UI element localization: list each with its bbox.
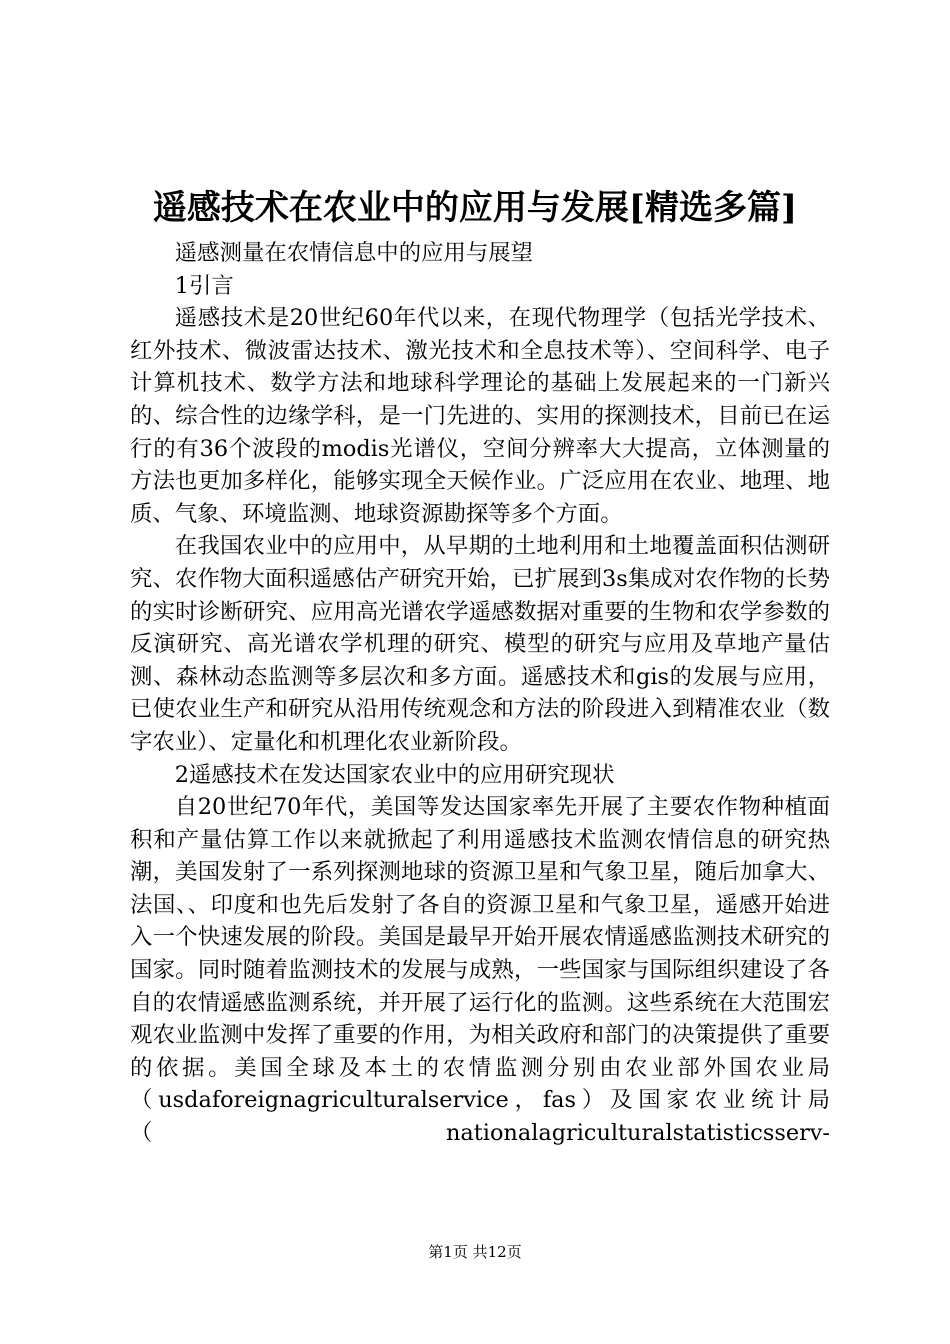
section-heading-intro: 1引言 <box>174 272 234 299</box>
subtitle: 遥感测量在农情信息中的应用与展望 <box>174 240 534 266</box>
page-footer: 第1页 共12页 <box>428 1243 522 1261</box>
paragraph-china-applications: 在我国农业中的应用中，从早期的土地利用和土地覆盖面积估测研究、农作物大面积遥感估产研究开始，已扩展到3s集成对农作物的长势的实时诊断研究、应用高光谱农学遥感数据对重要的生物和农学参数的反演研究、高光谱农学机理的研究、模型的研究与应用及草地产量估测、森林动态监测等多层次和多方面。遥感技术和gis的发展与应用，已使农业生产和研究从沿用传统观念和方法的阶段进入到精准农业（数字农业）、定量化和机理化农业新阶段。 <box>130 533 830 755</box>
paragraph-developed-countries: 自20世纪70年代，美国等发达国家率先开展了主要农作物种植面积和产量估算工作以来就掀起了利用遥感技术监测农情信息的研究热潮，美国发射了一系列探测地球的资源卫星和气象卫星，随后加拿大、法国、、印度和也先后发射了各自的资源卫星和气象卫星，遥感开始进入一个快速发展的阶段。美国是最早开始开展农情遥感监测技术研究的国家。同时随着监测技术的发展与成熟，一些国家与国际组织建设了各自的农情遥感监测系统，并开展了运行化的监测。这些系统在大范围宏观农业监测中发挥了重要的作用，为相关政府和部门的决策提供了重要的依据。美国全球及本土的农情监测分别由农业部外国农业局（usdaforeignagriculturalservice，fas）及国家农业统计局（nationalagriculturalstatisticsserv- <box>130 794 830 1147</box>
document-body <box>130 237 830 1150</box>
document-title: 遥感技术在农业中的应用与发展[精选多篇] <box>152 188 798 228</box>
paragraph-intro: 遥感技术是20世纪60年代以来，在现代物理学（包括光学技术、红外技术、微波雷达技术、激光技术和全息技术等）、空间科学、电子计算机技术、数学方法和地球科学理论的基础上发展起来的一门新兴的、综合性的边缘学科，是一门先进的、实用的探测技术，目前已在运行的有36个波段的modis光谱仪，空间分辨率大大提高，立体测量的方法也更加多样化，能够实现全天候作业。广泛应用在农业、地理、地质、气象、环境监测、地球资源勘探等多个方面。 <box>130 305 830 527</box>
section-heading-developed-countries: 2遥感技术在发达国家农业中的应用研究现状 <box>174 761 615 788</box>
